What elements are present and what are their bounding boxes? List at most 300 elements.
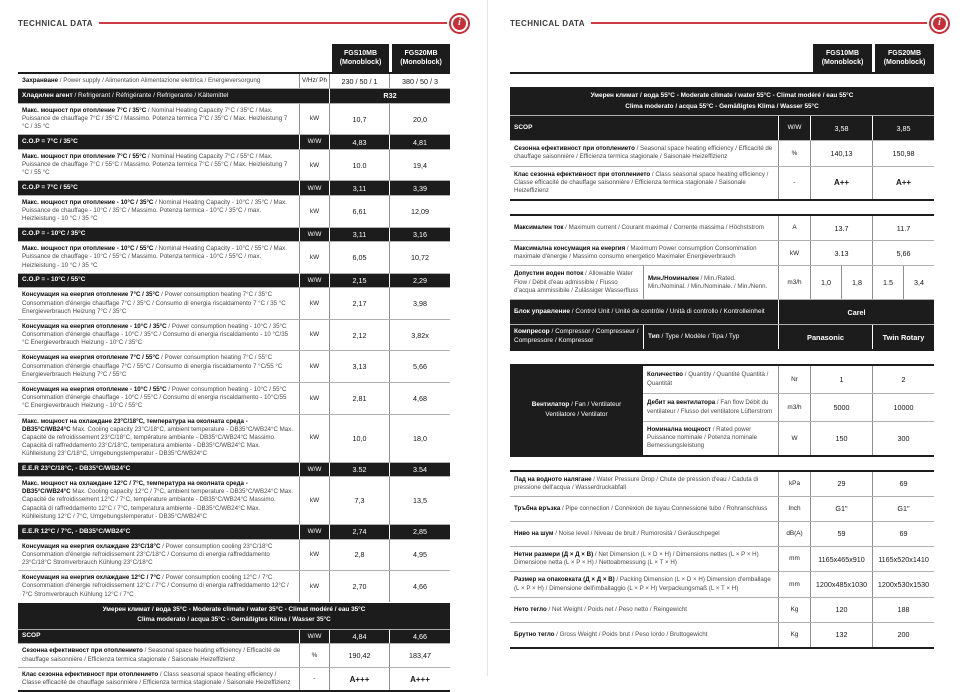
spec-unit: W/W <box>299 630 329 644</box>
spec-label-primary: Макс. мощност при отопление 7°C / 55°C <box>22 152 147 160</box>
spec-label-primary: Захранване <box>22 77 59 84</box>
spec-label <box>18 274 299 288</box>
spec-unit: V/Hz/ Ph <box>299 74 329 88</box>
spec-value: 4,66 <box>389 571 450 602</box>
spec-label-text <box>514 476 774 492</box>
spec-label-text <box>514 505 774 513</box>
spec-label-translations: / Noise level / Niveau de bruit / Rumorosità / Geräuschpegel <box>553 529 720 537</box>
section-gap <box>510 457 934 470</box>
spec-value: 29 <box>810 472 872 496</box>
spec-label-text <box>22 153 295 178</box>
spec-label-translations: / Power consumption heating - 10°C / 55°C Consommation d'énergie chauffage - 10°C / 55°C / Consumo di energia riscaldamento - 10°C/55 °C Energieverbrauch Heizung - 10°C / 55°C <box>22 386 287 410</box>
spec-value: 188 <box>872 598 934 622</box>
spec-value: 200 <box>872 623 934 647</box>
spec-rows-left <box>18 72 450 692</box>
spec-label <box>510 241 778 265</box>
spec-label-text <box>647 371 774 387</box>
spec-row <box>510 571 934 596</box>
spec-label-primary: Макс. мощност на охлаждане 23°C/18°C, температура на околната среда - DB35°C/WB24°C <box>22 417 248 433</box>
spec-label-text <box>648 275 774 291</box>
spec-row <box>510 115 934 140</box>
spec-label-text <box>22 632 295 641</box>
spec-label-text <box>647 426 774 451</box>
spec-unit: W <box>778 422 810 455</box>
spec-value: 3.54 <box>389 463 450 477</box>
spec-label-translations: / Rated power Puissance nominale / Potenza nominale Bemessungsleistung <box>647 426 758 450</box>
model-name: FGS20MB <box>404 49 438 57</box>
spec-label <box>18 74 299 88</box>
spec-label-primary: Вентилатор <box>531 401 570 409</box>
spec-label-primary: Тръбна връзка <box>514 504 561 512</box>
spec-label <box>18 477 299 524</box>
spec-label <box>18 351 299 382</box>
spec-value: 11.7 <box>872 216 934 240</box>
spec-value: 2,12 <box>329 320 389 351</box>
spec-row <box>510 496 934 521</box>
climate-band <box>510 87 934 115</box>
spec-row <box>18 273 450 288</box>
spec-label-primary: Размер на опаковката (Д × Д × В) <box>514 576 615 584</box>
spec-label-translations: / Pipe connection / Connexion de tuyau Connessione tubo / Rohranschluss <box>560 504 768 512</box>
spec-label-text <box>514 328 639 345</box>
spec-row <box>510 546 934 571</box>
spec-label-translations: / Power consumption heating 7°C / 55°C Consommation d'énergie chauffage 7°C / 55°C / Consumo di energia riscaldamento 7 °C/55 °C Energieverbrauch Heizung 7°C / 55°C <box>22 354 283 378</box>
spec-row <box>18 350 450 382</box>
spec-label-primary: Макс. мощност при отопление - 10°C / 55°C <box>22 245 154 253</box>
spec-unit: - <box>299 668 329 690</box>
spec-label <box>510 300 778 324</box>
spec-label-primary: C.O.P = 7°C / 55°C <box>22 183 78 191</box>
spec-value: 1165x465x910 <box>810 547 872 571</box>
spec-label-text <box>22 291 295 316</box>
spec-label <box>18 383 299 414</box>
spec-unit: mm <box>778 547 810 571</box>
spec-label-translations: / Maximum Power consumption Consommation maximale d'énergie / Massimo consumo energetico Maximaler Energieverbrauch <box>514 245 757 261</box>
spec-label-primary: Максимален ток <box>514 223 564 231</box>
spec-value: 20,0 <box>389 104 450 135</box>
spec-unit: m3/h <box>778 394 810 421</box>
model-subname: (Monoblock) <box>400 59 442 66</box>
spec-label-primary: Консумация на енергия охлаждане 12°C / 7°C <box>22 574 161 582</box>
spec-unit: Kg <box>778 623 810 647</box>
spec-unit: W/W <box>299 463 329 477</box>
spec-value: 10,0 <box>329 415 389 462</box>
spec-row <box>510 470 934 496</box>
spec-value: 1.5 <box>872 266 903 299</box>
spec-value: 5,66 <box>389 351 450 382</box>
spec-value: 2,15 <box>329 274 389 288</box>
spec-unit: A <box>778 216 810 240</box>
spec-label-translations: / Nominal Heating Capacity 7°C / 55°C / Max. Puissance de chauffage 7°C / 55°C / Massimo. Potenza termica 7°C / 55°C / Max. Heizleistung 7 °C / 55 °C <box>22 152 288 177</box>
spec-label-translations: / Power consumption cooling 23°C/18°C Consommation d'énergie refroidissement 23°C/18°C / Consumo di energia raffreddamento 23°C/18°C Stromverbrauch Kühlung 23°C/18°C <box>22 542 273 566</box>
spec-unit: kW <box>299 383 329 414</box>
spec-value: R32 <box>329 89 450 103</box>
spec-label-text <box>514 171 774 196</box>
spec-unit: kW <box>299 104 329 135</box>
spec-row <box>18 241 450 273</box>
info-icon-glyph: i <box>453 17 466 30</box>
spec-value: 4,83 <box>329 135 389 149</box>
spec-label-translations: / Nominal Heating Capacity 7°C / 35°C / Max. Puissance de chauffage 7°C / 35°C / Massimo. Potenza termica 7°C / 35°C / Max. Heizleistung 7 °C / 35 °C <box>22 106 288 131</box>
spec-unit: dB(A) <box>778 522 810 546</box>
spec-label-text <box>22 671 295 687</box>
spec-value: 3,13 <box>329 351 389 382</box>
climate-band-line: Clima moderato / acqua 35°C - Gemäßigtes Klima / Wasser 35°C <box>137 616 331 624</box>
model-header-fgs20mb <box>875 44 934 72</box>
spec-label-primary: Мин./Номинален <box>648 274 699 282</box>
spec-label <box>18 525 299 539</box>
spec-value: 183,47 <box>389 644 450 666</box>
spec-label <box>18 644 299 666</box>
spec-value: 4,95 <box>389 540 450 571</box>
spec-value: 3,11 <box>329 181 389 195</box>
spec-value: 2,81 <box>329 383 389 414</box>
spec-row <box>18 643 450 666</box>
climate-band-line: Умерен климат / вода 55°C - Moderate climate / water 55°C - Climat modéré / eau 55°C <box>590 92 854 99</box>
spec-label-text <box>648 333 774 342</box>
spec-row <box>18 287 450 319</box>
spec-value: 5000 <box>810 394 872 421</box>
fan-group-label-text <box>520 400 633 421</box>
spec-label-text <box>514 551 774 567</box>
spec-label-primary: Дебит на вентилатора <box>647 399 716 407</box>
spec-value: 19,4 <box>389 150 450 181</box>
spec-label <box>510 216 778 240</box>
spec-label-text <box>22 528 295 537</box>
spec-label-text <box>514 631 774 639</box>
spec-label-primary: Консумация на енергия отопление 7°C / 35°C <box>22 291 160 299</box>
spec-value: 4,84 <box>329 630 389 644</box>
spec-row <box>510 214 934 240</box>
spec-row <box>643 366 934 393</box>
spec-label-text <box>22 107 295 132</box>
spec-value: 1165x520x1410 <box>872 547 934 571</box>
spec-label-primary: Сезонна ефективност при отоплението <box>22 647 143 655</box>
spec-unit: mm <box>778 572 810 596</box>
spec-label-text <box>22 480 295 521</box>
spec-value: 2,74 <box>329 525 389 539</box>
spec-label-primary: Нето тегло <box>514 605 547 613</box>
info-icon-glyph: i <box>933 17 946 30</box>
spec-value: 2,70 <box>329 571 389 602</box>
spec-value: 3,85 <box>872 116 934 140</box>
spec-label-primary: SCOP <box>22 632 41 640</box>
spec-value: 4,68 <box>389 383 450 414</box>
spec-value: 7,3 <box>329 477 389 524</box>
spec-label <box>510 167 778 200</box>
spec-label-translations: / Nominal Heating Capacity - 10°C / 55°C / Max. Puissance de chauffage - 10°C / 55°C / Massimo. Potenza termica - 10°C / 55°C / max. Heizleistung - 10 °C / 35 °C <box>22 245 287 269</box>
spec-value: 2,8 <box>329 540 389 571</box>
spec-label-primary: Ниво на шум <box>514 529 554 537</box>
spec-label-text <box>514 245 774 261</box>
spec-row <box>18 667 450 692</box>
spec-row <box>643 421 934 455</box>
spec-label-text <box>514 145 774 161</box>
spec-row <box>510 140 934 165</box>
spec-unit: kPa <box>778 472 810 496</box>
spec-label <box>510 572 778 596</box>
spec-label-text <box>514 576 774 592</box>
spec-label-translations: / Control Unit / Unité de contrôle / Unità di controllo / Kontrolleinheit <box>569 307 765 315</box>
spec-value: 132 <box>810 623 872 647</box>
spec-row <box>510 324 934 351</box>
spec-label-text <box>514 530 774 538</box>
spec-label-text <box>514 606 774 614</box>
spec-row <box>18 539 450 571</box>
spec-row <box>18 180 450 195</box>
spec-label <box>643 422 778 455</box>
spec-value: 1200x530x1530 <box>872 572 934 596</box>
climate-band <box>18 602 450 629</box>
spec-row <box>18 134 450 149</box>
spec-value: 69 <box>872 522 934 546</box>
spec-unit: kW <box>299 540 329 571</box>
spec-value: 6,05 <box>329 242 389 273</box>
spec-label <box>18 630 299 644</box>
spec-unit: kW <box>299 320 329 351</box>
spec-unit: Nr <box>778 366 810 393</box>
page-title: TECHNICAL DATA <box>18 18 93 28</box>
spec-value: 3.13 <box>810 241 872 265</box>
title-rule <box>99 22 447 24</box>
spec-label <box>510 266 643 299</box>
spec-label-translations: / Net Weight / Poids net / Peso netto / Reingewicht <box>546 605 688 613</box>
spec-label-primary: SCOP <box>514 123 533 131</box>
spec-label-text <box>22 354 295 379</box>
spec-unit: Inch <box>778 497 810 521</box>
spec-label <box>18 242 299 273</box>
spec-label-text <box>22 418 295 459</box>
spec-label-text <box>22 323 295 348</box>
spec-value: 3,11 <box>329 228 389 242</box>
spec-value: 3,58 <box>810 116 872 140</box>
spec-value: 3,16 <box>389 228 450 242</box>
spec-label-primary: Брутно тегло <box>514 630 555 638</box>
spec-label-translations: / Net Dimension (L × D × H) / Dimensions nettes (L × P × H) Dimensione netta (L × P × H) / Nettoabmessung (L × T × H) <box>514 550 759 567</box>
spec-value: 6,61 <box>329 196 389 227</box>
model-header-fgs20mb <box>392 44 450 72</box>
spec-value: 120 <box>810 598 872 622</box>
climate-band-line: Clima moderato / acqua 55°C - Gemäßigtes Klima / Wasser 55°C <box>625 102 819 110</box>
spec-label-text <box>22 276 295 285</box>
spec-value: 1 <box>810 366 872 393</box>
page-title-bar <box>510 12 950 34</box>
spec-unit: W/W <box>299 181 329 195</box>
spec-label-translations: / Power supply / Alimentation Alimentazione elettrica / Energieversorgung <box>58 77 261 84</box>
spec-value: A++ <box>810 167 872 200</box>
spec-value: 10,7 <box>329 104 389 135</box>
spec-value: G1" <box>810 497 872 521</box>
spec-label-translations: Max. Cooling capacity 12°C / 7°C, ambient temperature - DB35°C/WB24°C Max. Capacité de refroidissement 12°C / 7°C, température ambiante - DB35°C/WB24°C Massimo. Capacità di raffreddamento 12°C / 7°C, temperatura ambiente - DB35°C/WB24°C Max. Kühlleistung 12°C / 7°C, Umgebungstemperatur - DB35°C/WB24°C <box>22 488 294 520</box>
spec-label <box>18 181 299 195</box>
spec-value: 18,0 <box>389 415 450 462</box>
spec-row <box>510 597 934 622</box>
spec-unit: % <box>299 644 329 666</box>
spec-label-text <box>22 647 295 663</box>
spec-label-translations: / Seasonal space heating efficiency / Efficacité de chauffage saisonnière / Efficienza termica stagionale / Saisonale Heizeffizienz <box>514 145 773 161</box>
spec-value: G1" <box>872 497 934 521</box>
spec-label-translations: / Min./Rated. Min./Nominal. / Min./Nominale. / Min./Nenn. <box>648 274 768 290</box>
spec-label-primary: C.O.P = - 10°C / 35°C <box>22 230 86 238</box>
spec-value: 5,66 <box>872 241 934 265</box>
page-title-bar <box>18 12 470 34</box>
spec-row <box>18 476 450 524</box>
spec-label <box>18 89 329 103</box>
models-header <box>18 44 450 72</box>
spec-label <box>18 228 299 242</box>
spec-label-primary: Макс. мощност на охлаждане 12°C / 7°C, температура на околната среда - DB35°C/WB24°C <box>22 480 248 496</box>
spec-label <box>643 394 778 421</box>
spec-value: 140,13 <box>810 141 872 165</box>
climate-band-line: Умерен климат / вода 35°C - Moderate climate / water 35°C - Climat modéré / eau 35°C <box>102 605 366 613</box>
spec-value: 230 / 50 / 1 <box>329 74 389 88</box>
spec-label-primary: Консумация на енергия отопление - 10°C / 55°C <box>22 386 167 394</box>
spec-label-primary: Хладилен агент <box>22 91 73 99</box>
spec-label <box>510 623 778 647</box>
spec-label-primary: Пад на водното налягане <box>514 475 592 483</box>
spec-row <box>18 382 450 414</box>
spec-row <box>18 149 450 181</box>
spec-value: 10.0 <box>329 150 389 181</box>
spec-unit: kW <box>299 477 329 524</box>
spec-label-primary: Клас сезонна ефективност при отоплението <box>22 670 159 678</box>
spec-row <box>18 462 450 477</box>
spec-row <box>510 265 934 299</box>
model-subname: (Monoblock) <box>883 59 926 66</box>
spec-label-text <box>22 199 295 224</box>
right-page <box>487 0 974 676</box>
spec-value: A++ <box>872 167 934 200</box>
info-icon <box>449 13 470 34</box>
spec-label-primary: Номинална мощност <box>647 426 711 433</box>
spec-row <box>18 629 450 644</box>
model-header-fgs10mb <box>332 44 389 72</box>
spec-row <box>510 622 934 649</box>
spec-label-translations: / Compressor / Compresseur / Compressore / Kompressor <box>514 328 639 344</box>
spec-label-text <box>22 92 325 101</box>
spec-label-translations: / Refrigerant / Réfrigérante / Refrigerante / Kältemittel <box>72 91 229 99</box>
spec-unit: W/W <box>299 274 329 288</box>
spec-value: 2,17 <box>329 288 389 319</box>
spec-label <box>18 668 299 690</box>
spec-label-translations: Max. Cooling capacity 23°C/18°C, ambient temperature - DB35°C/WB24°C Max. Capacité de refroidissement 23°C/18°C, température ambiante - DB35°C/WB24°C Massimo. Capacità di raffreddamento 23°C/18°C, temperatura ambiente - DB35°C/WB24°C Max. Kühlleistung 23°C/18°C, Umgebungstemperatur - DB35°C/WB24°C <box>22 425 294 458</box>
spec-value: 380 / 50 / 3 <box>389 74 450 88</box>
spec-sublabel <box>643 325 778 349</box>
spec-label <box>510 522 778 546</box>
spec-value: A+++ <box>389 668 450 690</box>
spec-value: 10,72 <box>389 242 450 273</box>
spec-row <box>510 166 934 202</box>
spec-unit: W/W <box>778 116 810 140</box>
model-subname: (Monoblock) <box>339 59 382 66</box>
model-name: FGS10MB <box>343 49 378 57</box>
info-icon <box>929 13 950 34</box>
spec-value: 3,82x <box>389 320 450 351</box>
spec-label-primary: C.O.P = - 10°C / 55°C <box>22 276 86 284</box>
spec-label-primary: Тип <box>648 332 660 340</box>
section-gap <box>510 201 934 214</box>
title-rule <box>591 22 927 24</box>
spec-value: 2,29 <box>389 274 450 288</box>
spec-value: 4,66 <box>389 630 450 644</box>
spec-row <box>18 524 450 539</box>
fan-rows <box>643 366 934 455</box>
left-page <box>0 0 487 686</box>
spec-label-translations: / Gross Weight / Poids brut / Peso lordo / Bruttogewicht <box>554 630 708 638</box>
spec-label-primary: Нетни размери (Д × Д × В) <box>514 550 594 558</box>
spec-label-translations: / Allowable Water Flow / Débit d'eau admissible / Flusso d'acqua ammissibile / Zulässiger Wasserfluss <box>514 270 639 294</box>
spec-label-primary: Консумация на енергия отопление - 10°C / 35°C <box>22 322 167 330</box>
spec-label <box>18 150 299 181</box>
spec-value: 3.52 <box>329 463 389 477</box>
models-header <box>510 44 934 72</box>
spec-unit: kW <box>299 415 329 462</box>
spec-value: 10000 <box>872 394 934 421</box>
spec-label-text <box>22 245 295 270</box>
spec-label-primary: Сезонна ефективност при отоплението <box>514 145 635 153</box>
spec-label-translations: / Fan flow Débit du ventilateur / Flusso del ventilatore Lüfterstrom <box>647 399 773 415</box>
spec-row <box>18 88 450 103</box>
spec-unit: kW <box>299 351 329 382</box>
spec-label-translations: / Nominal Heating Capacity - 10°C / 35°C / Max. Puissance de chauffage - 10°C / 35°C / Massimo. Potenza termica - 10°C / 35°C / max. Heizleistung - 10 °C / 35 °C <box>22 199 287 223</box>
spec-value: Twin Rotary <box>872 325 934 349</box>
spec-label-primary: Клас сезонна ефективност при отоплението <box>514 170 651 178</box>
spec-label-translations: / Power consumption heating - 10°C / 35°C Consommation d'énergie chauffage - 10°C / 35°C / Consumo di energia riscaldamento - 10 °C/35 °C Energieverbrauch Heizung - 10°C / 35°C <box>22 322 289 347</box>
section-gap <box>510 351 934 364</box>
spec-label <box>510 116 778 140</box>
fan-group-label <box>510 366 643 455</box>
spec-label <box>18 415 299 462</box>
spec-value: 150 <box>810 422 872 455</box>
spec-unit: W/W <box>299 525 329 539</box>
spec-value: 13.7 <box>810 216 872 240</box>
spec-value: 3,4 <box>903 266 934 299</box>
page-title: TECHNICAL DATA <box>510 18 585 28</box>
spec-label-text <box>22 543 295 568</box>
spec-unit: % <box>778 141 810 165</box>
spec-label-text <box>22 138 295 147</box>
spec-label-primary: Блок управление <box>514 307 570 315</box>
spec-sublabel <box>643 266 778 299</box>
spec-label-primary: E.E.R 12°C / 7°C, - DB35°C/WB24°C <box>22 527 131 535</box>
spec-row <box>18 319 450 351</box>
spec-value: 12,09 <box>389 196 450 227</box>
spec-label-translations: / Class seasonal space heating efficiency / Classe efficacité de chauffage saisonnière / Efficienza termica stagionale / Saisonale Heizeffizienz <box>514 170 769 194</box>
spec-label-translations: / Water Pressure Drop / Chute de pression d'eau / Caduta di pressione dell'acqua / Wasserdruckabfall <box>514 475 759 491</box>
spec-label-primary: Консумация на енергия отопление 7°C / 55°C <box>22 354 160 362</box>
models-header-spacer <box>18 44 329 72</box>
spec-value: 1,8 <box>841 266 872 299</box>
spec-unit: W/W <box>299 228 329 242</box>
spec-label <box>18 135 299 149</box>
spec-row <box>18 72 450 88</box>
spec-value: 3,39 <box>389 181 450 195</box>
spec-label-primary: C.O.P = 7°C / 35°C <box>22 137 78 145</box>
spec-row <box>510 299 934 324</box>
spec-unit: Kg <box>778 598 810 622</box>
spec-value: 300 <box>872 422 934 455</box>
spec-value: 4,81 <box>389 135 450 149</box>
spec-value: 190,42 <box>329 644 389 666</box>
spec-label-text <box>514 224 774 232</box>
spec-label <box>18 104 299 135</box>
spec-unit: W/W <box>299 135 329 149</box>
spec-label <box>18 288 299 319</box>
spec-unit: - <box>778 167 810 200</box>
spec-label-translations: / Type / Modèle / Tipa / Typ <box>659 332 740 340</box>
spec-label-text <box>514 270 639 295</box>
spec-label-translations: / Fan / Ventilateur Ventilatore / Ventilator <box>545 401 622 419</box>
